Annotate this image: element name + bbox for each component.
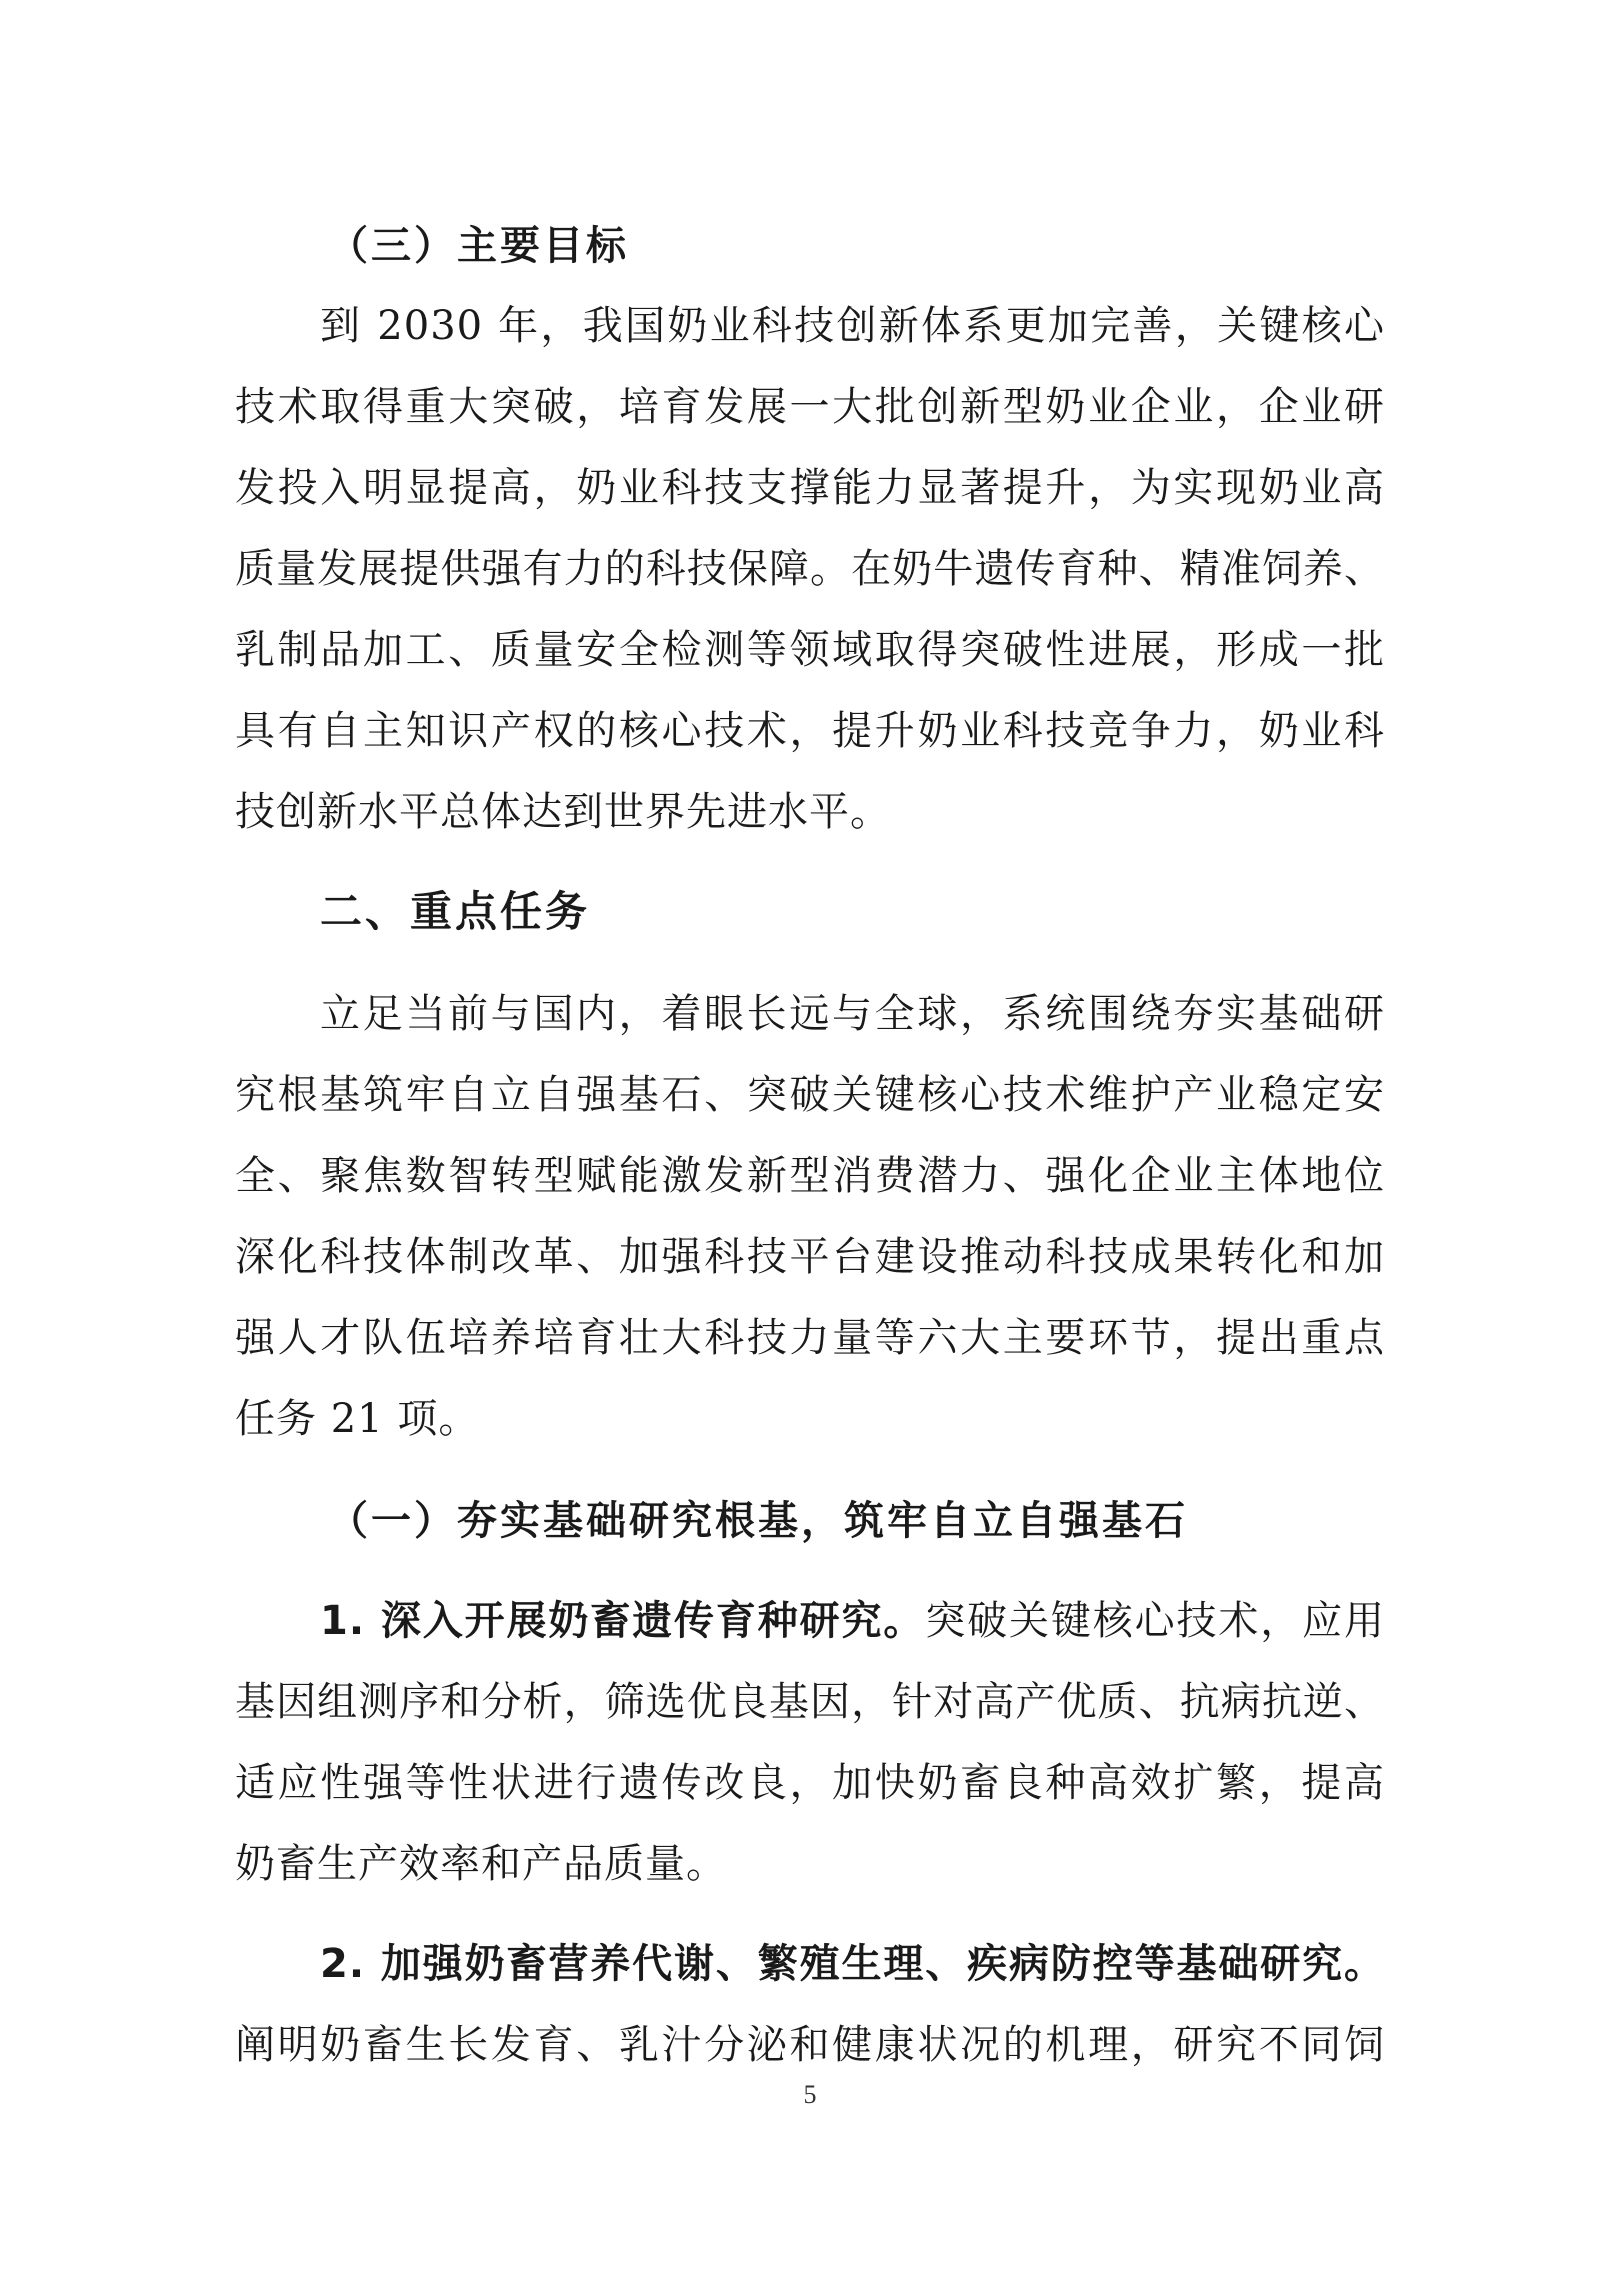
paragraph-line: 究根基筑牢自立自强基石、突破关键核心技术维护产业稳定安 xyxy=(235,1072,1385,1118)
paragraph-line: 技术取得重大突破，培育发展一大批创新型奶业企业，企业研 xyxy=(235,384,1385,430)
paragraph-line: 全、聚焦数智转型赋能激发新型消费潜力、强化企业主体地位 xyxy=(235,1153,1385,1199)
task-1-text: 突破关键核心技术，应用 xyxy=(925,1598,1386,1644)
paragraph-line: 立足当前与国内，着眼长远与全球，系统围绕夯实基础研 xyxy=(320,991,1385,1037)
paragraph-line: 质量发展提供强有力的科技保障。在奶牛遗传育种、精准饲养、 xyxy=(235,546,1385,592)
paragraph-line: 阐明奶畜生长发育、乳汁分泌和健康状况的机理，研究不同饲 xyxy=(235,2022,1385,2068)
paragraph-line: 到 2030 年，我国奶业科技创新体系更加完善，关键核心 xyxy=(320,303,1385,349)
paragraph-line: 乳制品加工、质量安全检测等领域取得突破性进展，形成一批 xyxy=(235,627,1385,673)
paragraph-line: 适应性强等性状进行遗传改良，加快奶畜良种高效扩繁，提高 xyxy=(235,1760,1385,1806)
task-2-title: 2. 加强奶畜营养代谢、繁殖生理、疾病防控等基础研究。 xyxy=(320,1941,1385,1987)
paragraph-line: 深化科技体制改革、加强科技平台建设推动科技成果转化和加 xyxy=(235,1234,1385,1280)
section-heading-main-goals: （三）主要目标 xyxy=(328,223,629,269)
subsection-heading-1: （一）夯实基础研究根基，筑牢自立自强基石 xyxy=(328,1498,1188,1544)
paragraph-line: 发投入明显提高，奶业科技支撑能力显著提升，为实现奶业高 xyxy=(235,465,1385,511)
paragraph-line: 基因组测序和分析，筛选优良基因，针对高产优质、抗病抗逆、 xyxy=(235,1679,1385,1725)
paragraph-line: 任务 21 项。 xyxy=(235,1396,480,1442)
paragraph-line: 奶畜生产效率和产品质量。 xyxy=(235,1841,727,1887)
paragraph-line: 技创新水平总体达到世界先进水平。 xyxy=(235,789,891,835)
page-number: 5 xyxy=(803,2080,817,2109)
task-1-title: 1. 深入开展奶畜遗传育种研究。 xyxy=(320,1598,926,1644)
paragraph-line: 强人才队伍培养培育壮大科技力量等六大主要环节，提出重点 xyxy=(235,1315,1385,1361)
part-heading-key-tasks: 二、重点任务 xyxy=(320,887,591,936)
task-1-first-line xyxy=(320,1597,1385,1645)
paragraph-line: 具有自主知识产权的核心技术，提升奶业科技竞争力，奶业科 xyxy=(235,708,1385,754)
